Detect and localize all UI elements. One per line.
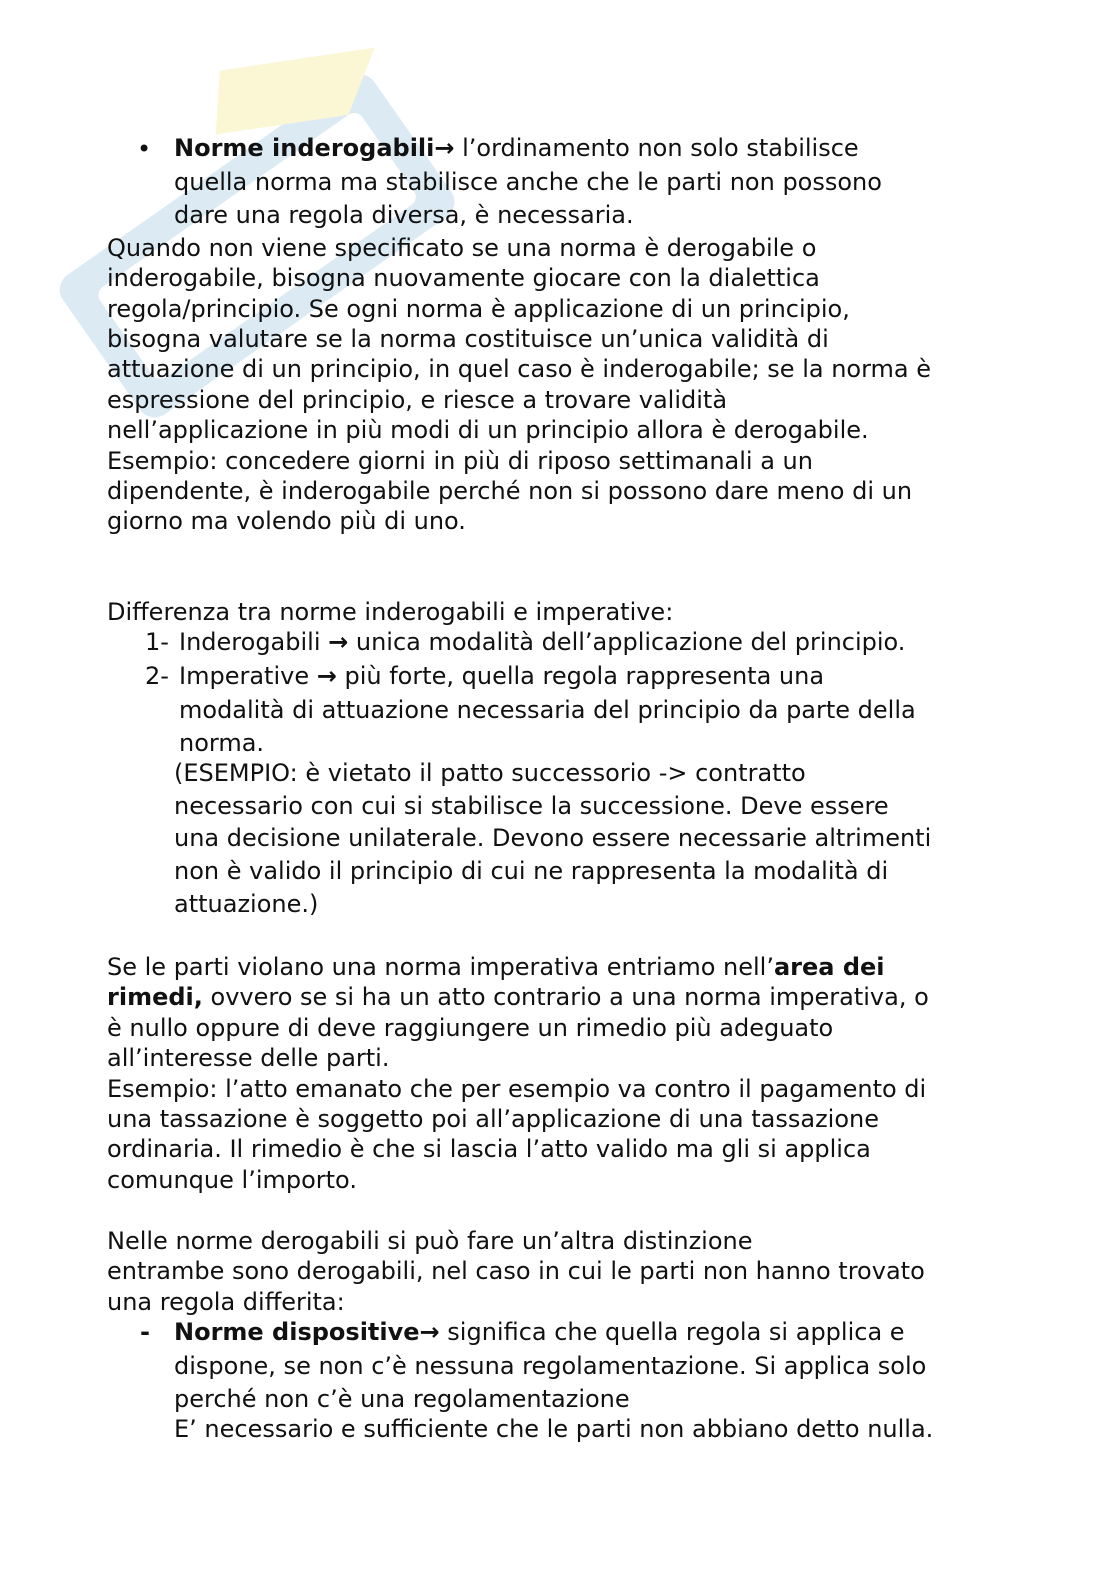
norme-dispositive-line-1 xyxy=(174,1320,905,1344)
paragraph-line: una regola differita: xyxy=(107,1288,345,1316)
list-item-imperative xyxy=(179,664,824,688)
term-area-dei-rimedi: area dei xyxy=(773,953,885,981)
paragraph-line: regola/principio. Se ogni norma è applicazione di un principio, xyxy=(107,295,850,323)
paragraph-line: giorno ma volendo più di uno. xyxy=(107,507,466,535)
paragraph-line: espressione del principio, e riesce a trovare validità xyxy=(107,386,728,414)
example-line: necessario con cui si stabilisce la successione. Deve essere xyxy=(174,792,889,820)
list-item-line: modalità di attuazione necessaria del principio da parte della xyxy=(179,696,916,724)
list-item-line: norma. xyxy=(179,729,265,757)
arrow-right-icon: → xyxy=(328,628,349,656)
paragraph-line: Quando non viene specificato se una norma è derogabile o xyxy=(107,234,817,262)
paragraph-line: una tassazione è soggetto poi all’applicazione di una tassazione xyxy=(107,1105,879,1133)
paragraph-line: entrambe sono derogabili, nel caso in cui le parti non hanno trovato xyxy=(107,1257,925,1285)
paragraph-line: Nelle norme derogabili si può fare un’altra distinzione xyxy=(107,1227,753,1255)
norme-inderogabili-line-3: dare una regola diversa, è necessaria. xyxy=(174,201,634,229)
bullet-point: • xyxy=(137,135,152,163)
text: ovvero se si ha un atto contrario a una norma imperativa, o xyxy=(202,983,929,1011)
text: l’ordinamento non solo stabilisce xyxy=(454,134,859,162)
paragraph-line xyxy=(107,985,929,1009)
paragraph-line: Esempio: concedere giorni in più di riposo settimanali a un xyxy=(107,447,813,475)
paragraph-line: all’interesse delle parti. xyxy=(107,1044,390,1072)
term-norme-inderogabili: Norme inderogabili xyxy=(174,134,435,162)
differenza-heading: Differenza tra norme inderogabili e imperative: xyxy=(107,598,674,626)
paragraph-line: è nullo oppure di deve raggiungere un rimedio più adeguato xyxy=(107,1014,834,1042)
paragraph-line: inderogabile, bisogna nuovamente giocare con la dialettica xyxy=(107,264,820,292)
text: Imperative xyxy=(179,662,317,690)
norme-dispositive-line-2: dispone, se non c’è nessuna regolamentazione. Si applica solo xyxy=(174,1352,927,1380)
text: Inderogabili xyxy=(179,628,329,656)
norme-dispositive-line-3: perché non c’è una regolamentazione xyxy=(174,1385,630,1413)
text: più forte, quella regola rappresenta una xyxy=(336,662,825,690)
paragraph-line: dipendente, è inderogabile perché non si possono dare meno di un xyxy=(107,477,913,505)
paragraph-line: Esempio: l’atto emanato che per esempio va contro il pagamento di xyxy=(107,1075,927,1103)
paragraph-line: comunque l’importo. xyxy=(107,1166,357,1194)
list-item-inderogabili xyxy=(179,630,905,654)
term-rimedi: rimedi, xyxy=(107,983,203,1011)
text: significa che quella regola si applica e xyxy=(439,1318,905,1346)
text: unica modalità dell’applicazione del principio. xyxy=(348,628,906,656)
example-line: non è valido il principio di cui ne rappresenta la modalità di xyxy=(174,857,889,885)
example-line: una decisione unilaterale. Devono essere necessarie altrimenti xyxy=(174,824,932,852)
term-norme-dispositive: Norme dispositive xyxy=(174,1318,420,1346)
dash-marker: - xyxy=(140,1318,150,1346)
paragraph-line: bisogna valutare se la norma costituisce un’unica validità di xyxy=(107,325,829,353)
paragraph-line: attuazione di un principio, in quel caso è inderogabile; se la norma è xyxy=(107,355,932,383)
norme-inderogabili-line-1 xyxy=(174,136,859,160)
arrow-right-icon: → xyxy=(419,1318,440,1346)
paragraph-line xyxy=(107,955,885,979)
arrow-right-icon: → xyxy=(316,662,337,690)
norme-inderogabili-line-2: quella norma ma stabilisce anche che le parti non possono xyxy=(174,168,882,196)
list-item-number: 2- xyxy=(145,662,169,690)
list-item-number: 1- xyxy=(145,628,169,656)
text: Se le parti violano una norma imperativa entriamo nell’ xyxy=(107,953,774,981)
arrow-right-icon: → xyxy=(434,134,455,162)
norme-dispositive-line-4: E’ necessario e sufficiente che le parti non abbiano detto nulla. xyxy=(174,1415,934,1443)
paragraph-line: ordinaria. Il rimedio è che si lascia l’atto valido ma gli si applica xyxy=(107,1135,871,1163)
example-line: attuazione.) xyxy=(174,890,319,918)
example-line: (ESEMPIO: è vietato il patto successorio -> contratto xyxy=(174,759,806,787)
paragraph-line: nell’applicazione in più modi di un principio allora è derogabile. xyxy=(107,416,869,444)
